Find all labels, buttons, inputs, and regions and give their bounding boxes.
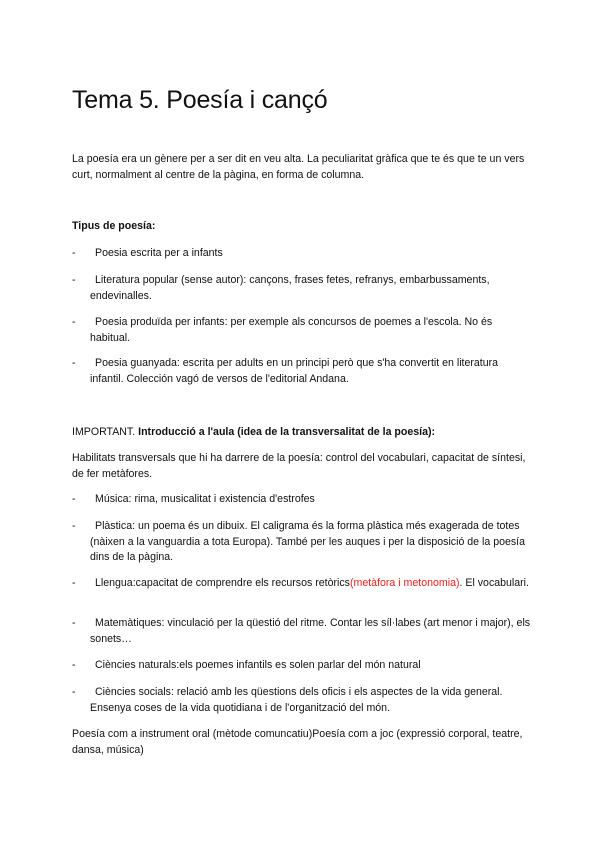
list-dash: -: [72, 520, 76, 532]
list-dash: -: [72, 357, 76, 369]
list-item: [72, 356, 532, 387]
list-item-text: Literatura popular (sense autor): cançons, frases fetes, refranys, embarbussaments, endevinalles.: [90, 274, 490, 302]
list-item: [72, 519, 532, 566]
page-title: Tema 5. Poesía i cançó: [72, 86, 328, 114]
list-item-text: Poesia escrita per a infants: [95, 247, 223, 259]
list-item-text: Matemàtiques: vinculació per la qüestió del ritme. Contar les síl·labes (art menor i major), els sonets…: [90, 617, 531, 645]
list-dash: -: [72, 577, 76, 589]
list-item: [72, 273, 532, 304]
habilitats-paragraph: Habilitats transversals que hi ha darrere de la poesía: control del vocabulari, capacitat de síntesi, de fer metàfores.: [72, 452, 526, 480]
list-item-text: Ciències socials: relació amb les qüestions dels oficis i els aspectes de la vida general. Ensenya coses de la vida quotidiana i de l'organització del món.: [90, 686, 503, 714]
list-item: [72, 492, 532, 508]
important-heading: [72, 425, 532, 441]
intro-paragraph: La poesía era un gènere per a ser dit en veu alta. La peculiaritat gràfica que te és que te un vers curt, normalment al centre de la pàgina, en forma de columna.: [72, 153, 525, 181]
list-dash: -: [72, 686, 76, 698]
list-item-text: Plàstica: un poema és un dibuix. El caligrama és la forma plàstica més exagerada de totes (nàixen a la vanguardia a tota Europa). També per les auques i per la disposició de la poesía dins de la pàgina.: [90, 520, 526, 563]
list-item-text: Poesia guanyada: escrita per adults en un principi però que s'ha convertit en literatura infantil. Colección vagó de versos de l'editorial Andana.: [90, 357, 499, 385]
list-item-text: Ciències naturals:els poemes infantils es solen parlar del món natural: [95, 659, 421, 671]
list-dash: -: [72, 659, 76, 671]
list-item-text: Música: rima, musicalitat i existencia d'estrofes: [95, 493, 315, 505]
llengua-text: Llengua:capacitat de comprendre els recursos retòrics: [95, 577, 350, 589]
list-item-text: Poesia produïda per infants: per exemple als concursos de poemes a l'escola. No és habitual.: [90, 316, 493, 344]
list-dash: -: [72, 617, 76, 629]
llengua-text-end: . El vocabulari.: [459, 577, 529, 589]
list-item: [72, 576, 532, 592]
list-item: [72, 315, 532, 346]
list-item: [72, 658, 532, 674]
list-item-text: [72, 576, 532, 592]
list-dash: -: [72, 274, 76, 286]
list-dash: -: [72, 316, 76, 328]
tipus-heading: Tipus de poesía:: [72, 220, 156, 232]
list-item: [72, 246, 532, 262]
list-item: [72, 685, 532, 716]
list-item: [72, 616, 532, 647]
important-title: Introducció a l'aula (idea de la transversalitat de la poesía):: [138, 426, 436, 438]
highlighted-text: (metàfora i metonomia): [349, 577, 460, 589]
list-dash: -: [72, 493, 76, 505]
list-dash: -: [72, 247, 76, 259]
important-prefix: IMPORTANT.: [72, 426, 136, 438]
closing-paragraph: Poesía com a instrument oral (mètode comuncatiu)Poesía com a joc (expressió corporal, teatre, dansa, música): [72, 728, 523, 756]
